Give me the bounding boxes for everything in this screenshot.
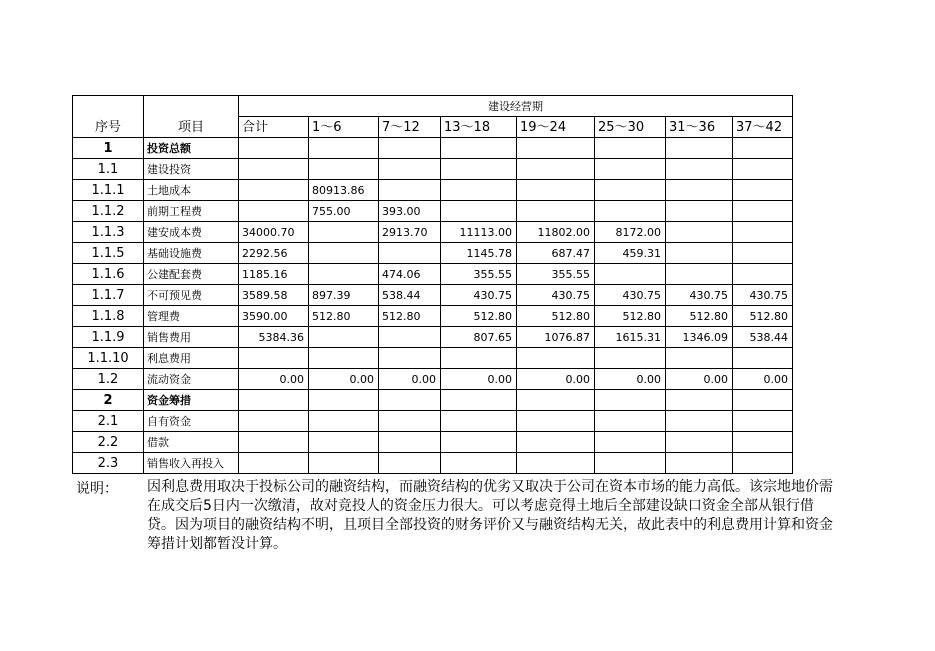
value-cell: 474.06 [379,264,441,285]
value-cell [441,348,517,369]
value-cell [379,327,441,348]
value-cell [595,201,666,222]
value-cell [595,138,666,159]
value-cell [379,243,441,264]
value-cell [733,243,793,264]
table-row [73,138,793,159]
value-cell: 512.80 [733,306,793,327]
table-row [73,243,793,264]
value-cell: 1185.16 [239,264,309,285]
value-cell: 5384.36 [239,327,309,348]
period-header: 31～36 [666,117,733,138]
value-cell: 430.75 [441,285,517,306]
value-cell: 0.00 [309,369,379,390]
value-cell [733,348,793,369]
period-header: 1～6 [309,117,379,138]
period-header: 37～42 [733,117,793,138]
row-item: 销售收入再投入 [144,453,239,474]
value-cell [666,138,733,159]
value-cell [239,159,309,180]
table-row [73,222,793,243]
value-cell: 0.00 [441,369,517,390]
table-row [73,390,793,411]
value-cell [733,180,793,201]
value-cell [666,411,733,432]
value-cell [733,201,793,222]
row-item: 不可预见费 [144,285,239,306]
value-cell [441,138,517,159]
period-header: 19～24 [517,117,595,138]
table-row [73,411,793,432]
value-cell: 1615.31 [595,327,666,348]
value-cell: 0.00 [379,369,441,390]
value-cell: 512.80 [379,306,441,327]
value-cell [666,432,733,453]
table-row [73,180,793,201]
value-cell: 393.00 [379,201,441,222]
value-cell: 0.00 [666,369,733,390]
value-cell: 3589.58 [239,285,309,306]
value-cell: 807.65 [441,327,517,348]
value-cell [595,180,666,201]
value-cell: 897.39 [309,285,379,306]
investment-table [72,95,793,474]
value-cell [517,348,595,369]
value-cell [666,222,733,243]
value-cell [595,411,666,432]
item-header: 项目 [144,96,239,138]
value-cell [517,432,595,453]
value-cell: 0.00 [239,369,309,390]
value-cell [595,159,666,180]
value-cell: 512.80 [441,306,517,327]
value-cell: 430.75 [517,285,595,306]
table-row [73,306,793,327]
value-cell: 355.55 [441,264,517,285]
value-cell [239,348,309,369]
value-cell [379,390,441,411]
value-cell [666,201,733,222]
value-cell [517,453,595,474]
row-item: 自有资金 [144,411,239,432]
value-cell [595,453,666,474]
row-seq: 1.1.1 [73,180,144,201]
value-cell: 0.00 [517,369,595,390]
row-seq: 1.1.8 [73,306,144,327]
value-cell [517,180,595,201]
value-cell: 1076.87 [517,327,595,348]
row-seq: 1 [73,138,144,159]
value-cell [309,138,379,159]
value-cell [379,453,441,474]
value-cell: 80913.86 [309,180,379,201]
table-row [73,327,793,348]
value-cell [517,138,595,159]
value-cell [239,432,309,453]
value-cell [666,348,733,369]
value-cell: 430.75 [733,285,793,306]
value-cell [309,348,379,369]
value-cell [595,348,666,369]
row-seq: 1.1 [73,159,144,180]
table-row [73,369,793,390]
value-cell [517,201,595,222]
value-cell [379,180,441,201]
period-header: 25～30 [595,117,666,138]
value-cell: 0.00 [595,369,666,390]
table-row [73,453,793,474]
row-seq: 1.1.10 [73,348,144,369]
note-label: 说明： [76,481,118,497]
table-row [73,159,793,180]
table-row [73,264,793,285]
value-cell [666,243,733,264]
value-cell: 1346.09 [666,327,733,348]
row-seq: 2.3 [73,453,144,474]
row-item: 流动资金 [144,369,239,390]
row-seq: 2.1 [73,411,144,432]
row-item: 公建配套费 [144,264,239,285]
value-cell [309,432,379,453]
value-cell [309,222,379,243]
period-header: 合计 [239,117,309,138]
period-header: 13～18 [441,117,517,138]
value-cell: 2292.56 [239,243,309,264]
value-cell: 34000.70 [239,222,309,243]
value-cell: 2913.70 [379,222,441,243]
value-cell [666,180,733,201]
value-cell: 430.75 [595,285,666,306]
value-cell: 538.44 [379,285,441,306]
value-cell: 512.80 [595,306,666,327]
table-row [73,201,793,222]
value-cell [309,390,379,411]
value-cell [239,138,309,159]
value-cell [733,138,793,159]
value-cell [379,348,441,369]
value-cell [733,159,793,180]
row-item: 基础设施费 [144,243,239,264]
value-cell [379,411,441,432]
value-cell [517,390,595,411]
row-seq: 1.1.6 [73,264,144,285]
table-row [73,285,793,306]
value-cell [595,390,666,411]
value-cell [441,453,517,474]
row-item: 管理费 [144,306,239,327]
value-cell [666,264,733,285]
value-cell [379,159,441,180]
table-row [73,348,793,369]
period-header: 7～12 [379,117,441,138]
value-cell [441,201,517,222]
row-item: 投资总额 [144,138,239,159]
value-cell: 755.00 [309,201,379,222]
value-cell [733,411,793,432]
value-cell [379,432,441,453]
value-cell [517,159,595,180]
value-cell [733,264,793,285]
value-cell [666,390,733,411]
row-item: 建安成本费 [144,222,239,243]
value-cell [379,138,441,159]
row-seq: 1.1.9 [73,327,144,348]
row-seq: 1.1.7 [73,285,144,306]
value-cell: 11802.00 [517,222,595,243]
row-item: 前期工程费 [144,201,239,222]
row-seq: 2 [73,390,144,411]
value-cell [309,243,379,264]
value-cell: 1145.78 [441,243,517,264]
value-cell: 355.55 [517,264,595,285]
value-cell [666,453,733,474]
value-cell: 687.47 [517,243,595,264]
value-cell [309,327,379,348]
value-cell [441,432,517,453]
value-cell [309,159,379,180]
value-cell [239,453,309,474]
value-cell: 11113.00 [441,222,517,243]
value-cell [441,411,517,432]
value-cell: 3590.00 [239,306,309,327]
value-cell [239,411,309,432]
value-cell [595,264,666,285]
value-cell: 538.44 [733,327,793,348]
value-cell [309,453,379,474]
value-cell [441,390,517,411]
period-group-header: 建设经营期 [239,96,793,117]
table-row [73,432,793,453]
value-cell [309,264,379,285]
value-cell [733,453,793,474]
row-item: 资金筹措 [144,390,239,411]
value-cell: 512.80 [666,306,733,327]
value-cell: 8172.00 [595,222,666,243]
value-cell [441,159,517,180]
value-cell [733,432,793,453]
row-seq: 1.1.2 [73,201,144,222]
row-seq: 1.2 [73,369,144,390]
value-cell [239,201,309,222]
row-seq: 1.1.5 [73,243,144,264]
value-cell [239,180,309,201]
row-item: 利息费用 [144,348,239,369]
value-cell: 430.75 [666,285,733,306]
seq-header: 序号 [73,96,144,138]
row-item: 销售费用 [144,327,239,348]
row-seq: 1.1.3 [73,222,144,243]
row-seq: 2.2 [73,432,144,453]
value-cell [239,390,309,411]
value-cell [595,432,666,453]
value-cell: 512.80 [517,306,595,327]
value-cell [733,222,793,243]
value-cell [517,411,595,432]
value-cell [666,159,733,180]
value-cell: 512.80 [309,306,379,327]
row-item: 土地成本 [144,180,239,201]
value-cell: 459.31 [595,243,666,264]
row-item: 借款 [144,432,239,453]
value-cell [309,411,379,432]
value-cell [441,180,517,201]
note-text: 因利息费用取决于投标公司的融资结构，而融资结构的优劣又取决于公司在资本市场的能力高低。该宗地地价需在成交后5日内一次缴清，故对竞投人的资金压力很大。可以考虑竞得土地后全部建设缺口资金全部从银行借贷。因为项目的融资结构不明，且项目全部投资的财务评价又与融资结构无关，故此表中的利息费用计算和资金筹措计划都暂没计算。 [147,479,833,552]
row-item: 建设投资 [144,159,239,180]
value-cell [733,390,793,411]
value-cell: 0.00 [733,369,793,390]
